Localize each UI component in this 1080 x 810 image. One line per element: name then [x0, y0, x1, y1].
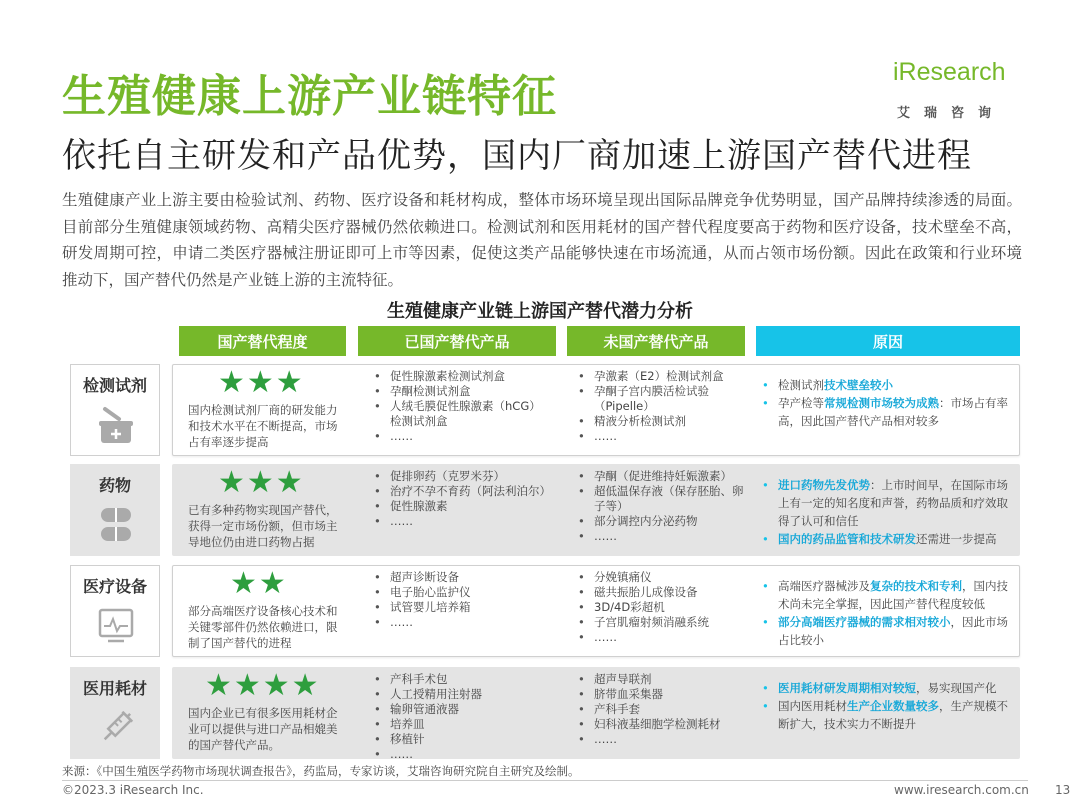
list-item: • …… [372, 747, 552, 762]
reason-text: ：市场占有率高，因此国产替代产品相对较多 [778, 396, 1008, 428]
reason-item [760, 376, 1012, 394]
category-cell [70, 565, 160, 657]
logo-wordmark: iResearch [893, 58, 1006, 86]
substitution-description: 部分高端医疗设备核心技术和关键零部件仍然依赖进口，限制了国产替代的进程 [188, 604, 338, 650]
list-item: • 3D/4D彩超机 [576, 600, 746, 615]
header-substitution-degree: 国产替代程度 [179, 326, 346, 356]
iresearch-logo [893, 58, 1028, 120]
header-replaced-products: 已国产替代产品 [358, 326, 556, 356]
list-item: • 输卵管通液器 [372, 702, 552, 717]
not-replaced-products-list [576, 570, 746, 645]
list-item: • 人工授精用注射器 [372, 687, 552, 702]
list-item: • …… [372, 615, 552, 630]
list-item: • 产科手套 [576, 702, 746, 717]
header-not-replaced-products: 未国产替代产品 [567, 326, 745, 356]
reason-highlight: 常规检测市场较为成熟 [824, 396, 939, 410]
reason-text: 国内医用耗材 [778, 699, 847, 713]
monitor-icon [97, 606, 135, 646]
reason-highlight: 复杂的技术和专利 [870, 579, 962, 593]
reasons-list [760, 577, 1012, 649]
header-reasons: 原因 [756, 326, 1020, 356]
category-label: 检测试剂 [82, 376, 147, 395]
rating-stars: ★★ [230, 566, 288, 601]
reason-highlight: 生产企业数量较多 [847, 699, 939, 713]
substitution-description: 国内检测试剂厂商的研发能力和技术水平在不断提高，市场占有率逐步提高 [188, 403, 338, 449]
list-item: • 产科手术包 [372, 672, 552, 687]
list-item: • 脐带血采集器 [576, 687, 746, 702]
not-replaced-products-list [576, 469, 746, 544]
reason-text: 检测试剂 [778, 378, 824, 392]
list-item: • 孕酮检测试剂盒 [372, 384, 552, 399]
replaced-products-list [372, 369, 552, 444]
reason-text: ：上市时间早，在国际市场上有一定的知名度和声誉，药物品质和疗效取得了认可和信任 [778, 478, 1008, 528]
substitution-description: 国内企业已有很多医用耗材企业可以提供与进口产品相媲美的国产替代产品。 [188, 706, 338, 752]
reason-text: ，因此市场占比较小 [778, 615, 1008, 647]
substitution-description: 已有多种药物实现国产替代，获得一定市场份额，但市场主导地位仍由进口药物占据 [188, 503, 338, 549]
category-label: 医用耗材 [82, 679, 147, 698]
list-item: • 分娩镇痛仪 [576, 570, 746, 585]
footer-divider [62, 780, 1028, 781]
list-item: • …… [576, 529, 746, 544]
reason-item [760, 394, 1012, 430]
list-item: • 促性腺激素 [372, 499, 552, 514]
list-item: • 治疗不孕不育药（阿法利泊尔） [372, 484, 552, 499]
replaced-products-list [372, 570, 552, 630]
reason-highlight: 进口药物先发优势 [778, 478, 870, 492]
list-item: • 孕激素（E2）检测试剂盒 [576, 369, 746, 384]
replaced-products-list [372, 672, 552, 762]
reason-text: 孕产检等 [778, 396, 824, 410]
intro-paragraph: 生殖健康产业上游主要由检验试剂、药物、医疗设备和耗材构成，整体市场环境呈现出国际品牌竞争优势明显，国产品牌持续渗透的局面。目前部分生殖健康领域药物、高精尖医疗器械仍然依赖进口。检测试剂和医用耗材的国产替代程度要高于药物和医疗设备，技术壁垒不高，研发周期可控，申请二类医疗器械注册证即可上市等因素，促使这类产品能够快速在市场流通，从而占领市场份额。因此在政策和行业环境推动下，国产替代仍然是产业链上游的主流特征。 [62, 191, 1022, 289]
page-subtitle: 依托自主研发和产品优势，国内厂商加速上游国产替代进程 [62, 136, 972, 176]
list-item: • 移植针 [372, 732, 552, 747]
syringe-icon [97, 708, 135, 748]
list-item: • 子宫肌瘤射频消融系统 [576, 615, 746, 630]
replaced-products-list [372, 469, 552, 529]
reason-text: 高端医疗器械涉及 [778, 579, 870, 593]
reasons-list [760, 679, 1012, 733]
list-item: • …… [576, 732, 746, 747]
list-item: • 培养皿 [372, 717, 552, 732]
list-item: • 精液分析检测试剂 [576, 414, 746, 429]
copyright: ©2023.3 iResearch Inc. [62, 783, 204, 797]
mortar-icon [97, 405, 135, 445]
list-item: • …… [576, 630, 746, 645]
reason-highlight: 技术壁垒较小 [824, 378, 893, 392]
reason-item [760, 530, 1012, 548]
not-replaced-products-list [576, 369, 746, 444]
list-item: • 部分调控内分泌药物 [576, 514, 746, 529]
reason-item [760, 613, 1012, 649]
list-item: • 超低温保存液（保存胚胎、卵子等） [576, 484, 746, 514]
table-title: 生殖健康产业链上游国产替代潜力分析 [387, 301, 693, 322]
page-title: 生殖健康上游产业链特征 [62, 71, 557, 122]
list-item: • 妇科液基细胞学检测耗材 [576, 717, 746, 732]
reason-text: ，易实现国产化 [916, 681, 997, 695]
category-cell [70, 364, 160, 456]
reason-highlight: 医用耗材研发周期相对较短 [778, 681, 916, 695]
list-item: • 试管婴儿培养箱 [372, 600, 552, 615]
reasons-list [760, 476, 1012, 548]
list-item: • …… [576, 429, 746, 444]
rating-stars: ★★★ [218, 365, 305, 400]
rating-stars: ★★★ [218, 465, 305, 500]
list-item: • 促排卵药（克罗米芬） [372, 469, 552, 484]
rating-stars: ★★★★ [205, 668, 321, 703]
pills-icon [97, 505, 135, 545]
reason-item [760, 679, 1012, 697]
list-item: • 磁共振胎儿成像设备 [576, 585, 746, 600]
list-item: • 孕酮子宫内膜活检试验（Pipelle） [576, 384, 746, 414]
list-item: • 促性腺激素检测试剂盒 [372, 369, 552, 384]
reason-text: ，生产规模不断扩大，技术实力不断提升 [778, 699, 1008, 731]
reason-highlight: 部分高端医疗器械的需求相对较小 [778, 615, 951, 629]
reason-text: ，国内技术尚未完全掌握，因此国产替代程度较低 [778, 579, 1008, 611]
list-item: • …… [372, 429, 552, 444]
page-number: 13 [1055, 783, 1071, 797]
category-label: 药物 [98, 476, 131, 495]
list-item: • 孕酮（促进维持妊娠激素） [576, 469, 746, 484]
source-note: 来源：《中国生殖医学药物市场现状调查报告》，药监局，专家访谈，艾瑞咨询研究院自主研究及绘制。 [62, 764, 580, 778]
category-cell [70, 464, 160, 556]
list-item: • 人绒毛膜促性腺激素（hCG）检测试剂盒 [372, 399, 552, 429]
reason-highlight: 国内的药品监管和技术研发 [778, 532, 916, 546]
logo-subtitle: 艾瑞咨询 [897, 106, 1006, 121]
list-item: • 电子胎心监护仪 [372, 585, 552, 600]
reason-item [760, 577, 1012, 613]
reason-item [760, 476, 1012, 530]
reason-text: 还需进一步提高 [916, 532, 997, 546]
reason-item [760, 697, 1012, 733]
category-label: 医疗设备 [82, 577, 147, 596]
list-item: • …… [372, 514, 552, 529]
not-replaced-products-list [576, 672, 746, 747]
list-item: • 超声导联剂 [576, 672, 746, 687]
reasons-list [760, 376, 1012, 430]
category-cell [70, 667, 160, 759]
list-item: • 超声诊断设备 [372, 570, 552, 585]
website-link[interactable]: www.iresearch.com.cn [894, 783, 1029, 797]
